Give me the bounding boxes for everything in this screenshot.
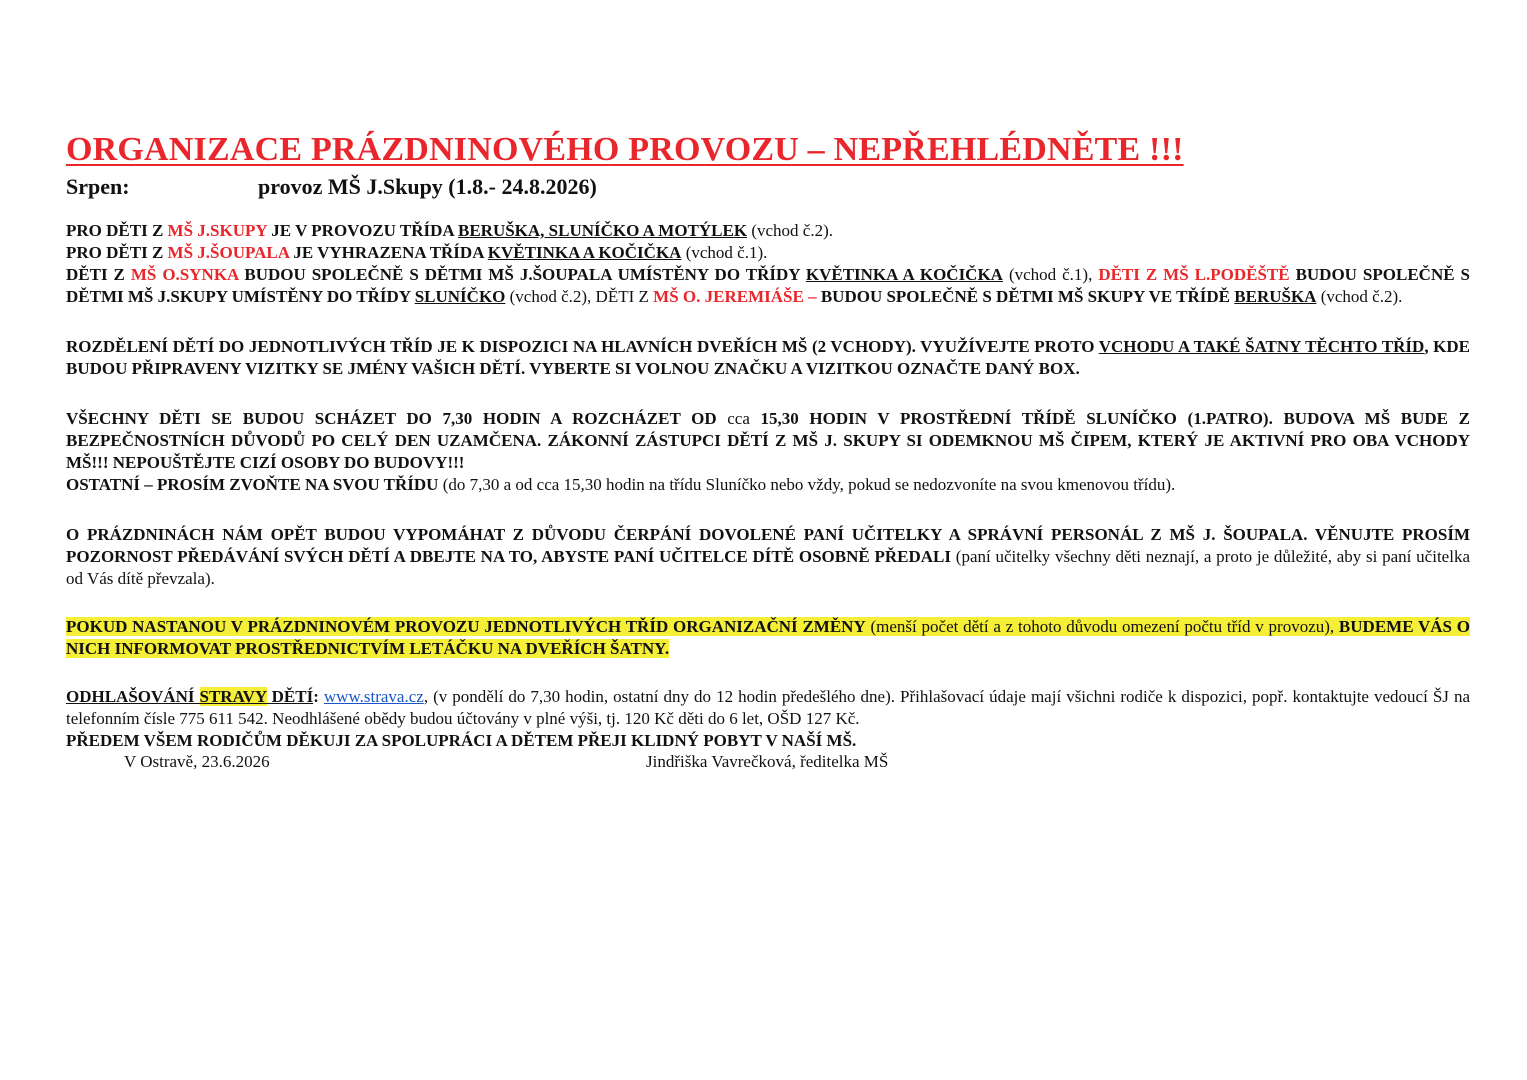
school-name: MŠ O. JEREMIÁŠE – xyxy=(653,287,817,306)
highlighted-text: (menší počet dětí a z tohoto důvodu omezení počtu tříd v provozu), xyxy=(865,617,1335,636)
class-names: SLUNÍČKO xyxy=(414,287,506,306)
text: BUDOU SPOLEČNĚ S DĚTMI MŠ J.ŠOUPALA UMÍSTĚNY DO TŘÍDY xyxy=(238,265,806,284)
underlined-text: VCHODU A TAKÉ ŠATNY TĚCHTO TŘÍD xyxy=(1098,337,1425,356)
class-names: KVĚTINKA A KOČIČKA xyxy=(805,265,1003,284)
school-name: MŠ J.ŠOUPALA xyxy=(167,243,290,262)
staff-paragraph xyxy=(66,524,1470,590)
text: (paní učitelky všechny děti neznají, a proto je důležité, aby si paní učitelka od Vás dítě převzala). xyxy=(66,547,1470,588)
hours-paragraph xyxy=(66,408,1470,496)
class-names: BERUŠKA xyxy=(1234,287,1317,306)
text: 15,30 HODIN V PROSTŘEDNÍ TŘÍDĚ SLUNÍČKO (1.PATRO). BUDOVA MŠ BUDE Z BEZPEČNOSTNÍCH DŮVODŮ PO CELÝ DEN UZAMČENA. ZÁKONNÍ ZÁSTUPCI DĚTÍ Z MŠ J. SKUPY SI ODEMKNOU MŠ ČIPEM, KTERÝ JE AKTIVNÍ PRO OBA VCHODY MŠ!!! NEPOUŠTĚJTE CIZÍ OSOBY DO BUDOVY!!! xyxy=(66,409,1470,472)
thanks-line: PŘEDEM VŠEM RODIČŮM DĚKUJI ZA SPOLUPRÁCI A DĚTEM PŘEJI KLIDNÝ POBYT V NAŠÍ MŠ. xyxy=(66,731,857,750)
text: OSTATNÍ – PROSÍM ZVOŇTE NA SVOU TŘÍDU xyxy=(66,475,439,494)
entrance-note: (vchod č.1). xyxy=(681,243,768,262)
entrance-note: (vchod č.1), xyxy=(1002,265,1099,284)
place-date: V Ostravě, 23.6.2026 xyxy=(124,752,270,771)
subtitle xyxy=(66,172,1470,202)
text: VŠECHNY DĚTI SE BUDOU SCHÁZET DO 7,30 HODIN A ROZCHÁZET OD xyxy=(66,409,728,428)
text: DĚTÍ xyxy=(266,687,314,706)
text: , KDE BUDOU PŘIPRAVENY VIZITKY SE JMÉNY VAŠICH DĚTÍ. VYBERTE SI VOLNOU ZNAČKU A VIZITKOU OZNAČTE DANÝ BOX. xyxy=(66,337,1471,378)
school-name: MŠ J.SKUPY xyxy=(167,221,268,240)
text: (do 7,30 a od cca 15,30 hodin na třídu Sluníčko nebo vždy, pokud se nedozvoníte na svou kmenovou třídu). xyxy=(438,475,1176,494)
highlighted-text: BUDEME VÁS O NICH INFORMOVAT PROSTŘEDNICTVÍM LETÁČKU NA DVEŘÍCH ŠATNY. xyxy=(66,617,1471,658)
text: ODHLAŠOVÁNÍ xyxy=(66,687,200,706)
subtitle-text: provoz MŠ J.Skupy (1.8.- 24.8.2026) xyxy=(258,174,597,199)
text: PRO DĚTI Z xyxy=(66,221,168,240)
strava-link[interactable]: www.strava.cz xyxy=(323,687,424,706)
document xyxy=(66,128,1470,780)
text: JE VYHRAZENA TŘÍDA xyxy=(289,243,488,262)
highlighted-text: POKUD NASTANOU V PRÁZDNINOVÉM PROVOZU JEDNOTLIVÝCH TŘÍD ORGANIZAČNÍ ZMĚNY xyxy=(66,617,866,636)
meals-paragraph xyxy=(66,686,1470,730)
text: : xyxy=(313,687,324,706)
classes-line-3 xyxy=(66,264,1470,308)
text: BUDOU SPOLEČNĚ S DĚTMI MŠ J.SKUPY UMÍSTĚNY DO TŘÍDY xyxy=(66,265,1470,306)
changes-paragraph xyxy=(66,616,1470,660)
school-name: DĚTI Z MŠ L.PODĚŠTĚ xyxy=(1098,265,1290,284)
bell-text xyxy=(66,474,1470,496)
signature-block xyxy=(66,752,1470,780)
classes-line-1 xyxy=(66,220,1470,242)
text: DĚTI Z xyxy=(66,265,131,284)
text: ROZDĚLENÍ DĚTÍ DO JEDNOTLIVÝCH TŘÍD JE K DISPOZICI NA HLAVNÍCH DVEŘÍCH MŠ (2 VCHODY). VYUŽÍVEJTE PROTO xyxy=(66,337,1099,356)
entrance-note: (vchod č.2). xyxy=(1316,287,1403,306)
highlighted-text: STRAVY xyxy=(199,687,267,706)
author-signature: Jindřiška Vavrečková, ředitelka MŠ xyxy=(646,752,889,771)
text: BUDOU SPOLEČNĚ S DĚTMI MŠ SKUPY VE TŘÍDĚ xyxy=(816,287,1235,306)
entrance-note: (vchod č.2), DĚTI Z xyxy=(505,287,654,306)
entrance-note: (vchod č.2). xyxy=(747,221,833,240)
school-name: MŠ O.SYNKA xyxy=(130,265,239,284)
class-names: BERUŠKA, SLUNÍČKO A MOTÝLEK xyxy=(458,221,748,240)
subtitle-label: Srpen: xyxy=(66,174,130,199)
distribution-paragraph xyxy=(66,336,1470,380)
classes-paragraph xyxy=(66,220,1470,308)
text: cca xyxy=(727,409,750,428)
page-title: ORGANIZACE PRÁZDNINOVÉHO PROVOZU – NEPŘEHLÉDNĚTE !!! xyxy=(66,131,1184,168)
text: PRO DĚTI Z xyxy=(66,243,168,262)
class-names: KVĚTINKA A KOČIČKA xyxy=(487,243,682,262)
text: O PRÁZDNINÁCH NÁM OPĚT BUDOU VYPOMÁHAT Z DŮVODU ČERPÁNÍ DOVOLENÉ PANÍ UČITELKY A SPRÁVNÍ PERSONÁL Z MŠ J. ŠOUPALA. VĚNUJTE PROSÍM POZORNOST PŘEDÁVÁNÍ SVÝCH DĚTÍ A DBEJTE NA TO, ABYSTE PANÍ UČITELCE DÍTĚ OSOBNĚ PŘEDALI xyxy=(66,525,1470,566)
hours-text xyxy=(66,408,1470,474)
text: JE V PROVOZU TŘÍDA xyxy=(267,221,458,240)
classes-line-2 xyxy=(66,242,1470,264)
text: , (v pondělí do 7,30 hodin, ostatní dny do 12 hodin předešlého dne). Přihlašovací údaje mají všichni rodiče k dispozici, popř. kontaktujte vedoucí ŠJ na telefonním čísle 775 611 542. Neodhlášené obědy budou účtovány v plné výši, tj. 120 Kč děti do 6 let, OŠD 127 Kč. xyxy=(66,687,1470,728)
